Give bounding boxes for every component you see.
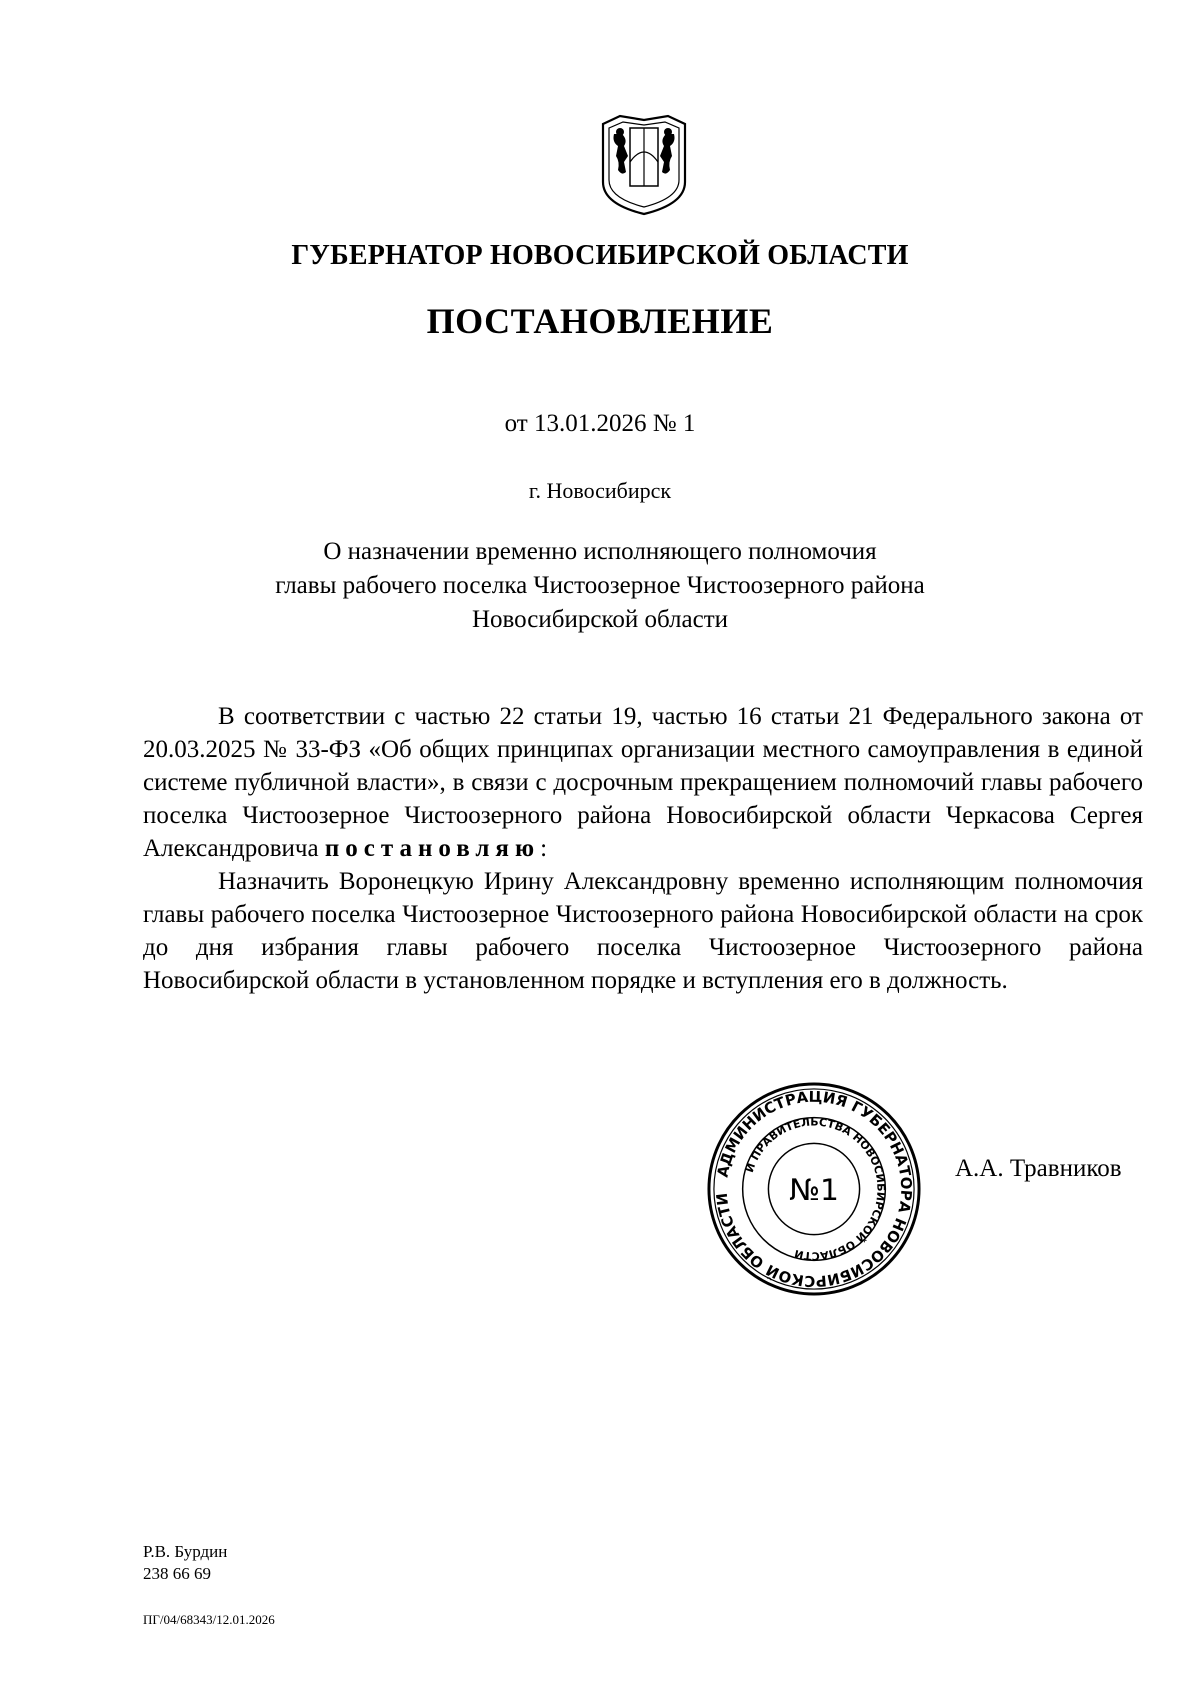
executor-phone: 238 66 69 [143,1564,211,1583]
signatory-name: А.А. Травников [955,1155,1122,1182]
coat-of-arms-emblem [600,112,688,217]
document-body [143,700,1143,997]
subject-line: Новосибирской области [471,606,729,633]
preamble-paragraph [143,700,1143,865]
preamble-text: В соответствии с частью 22 статьи 19, частью 16 статьи 21 Федерального закона от 20.03.2025 № 33-ФЗ «Об общих принципах организации местного самоуправления в единой системе публичной власти», в связи с досрочным прекращением полномочий главы рабочего поселка Чистоозерное Чистоозерного района Новосибирской области Черкасова Сергея Александровича [143,703,1143,862]
date-and-number: от 13.01.2026 № 1 [504,410,696,437]
document-subject [0,535,1200,637]
subject-line: О назначении временно исполняющего полномочия [323,538,877,565]
subject-line: главы рабочего поселка Чистоозерное Чистоозерного района [275,572,925,599]
seal-outer-text: АДМИНИСТРАЦИЯ ГУБЕРНАТОРА НОВОСИБИРСКОЙ ОБЛАСТИ [712,1087,916,1291]
resolve-word: постановляю [324,835,541,862]
document-type-title: ПОСТАНОВЛЕНИЕ [426,301,774,341]
registration-number: ПГ/04/68343/12.01.2026 [143,1612,275,1627]
issuing-authority: ГУБЕРНАТОР НОВОСИБИРСКОЙ ОБЛАСТИ [291,240,909,271]
seal-number: №1 [789,1172,839,1208]
decision-paragraph: Назначить Воронецкую Ирину Александровну временно исполняющим полномочия главы рабочего поселка Чистоозерное Чистоозерного района Новосибирской области на срок до дня избрания главы рабочего поселка Чистоозерное Чистоозерного района Новосибирской области в установленном порядке и вступления его в должность. [143,868,1143,994]
executor-name: Р.В. Бурдин [143,1542,228,1561]
resolve-colon: : [540,835,548,862]
seal-inner-text: И ПРАВИТЕЛЬСТВА НОВОСИБИРСКОЙ ОБЛАСТИ [742,1115,888,1263]
city-line: г. Новосибирск [528,478,672,503]
official-seal-stamp [705,1080,923,1298]
